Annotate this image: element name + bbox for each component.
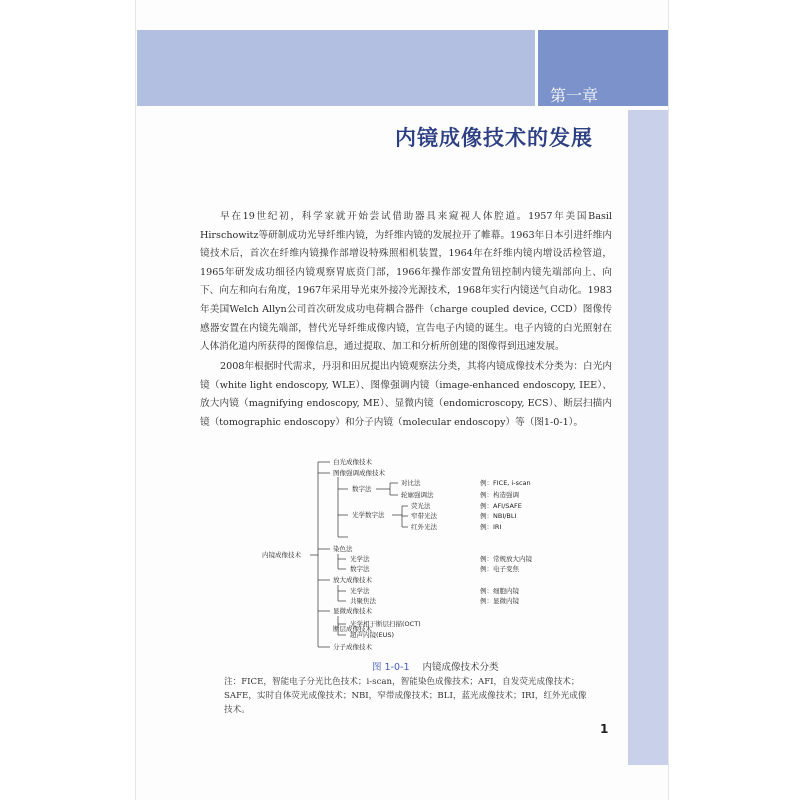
- tree-root: 内镜成像技术: [262, 551, 301, 559]
- node-white-light: 白光成像技术: [333, 458, 372, 466]
- node-optical-digital: 光学数字法: [352, 511, 385, 519]
- header-band: [137, 30, 535, 106]
- node-narrow-band: 窄带光法: [411, 512, 437, 520]
- node-magnifying: 放大成像技术: [333, 576, 372, 584]
- example-nbi: 例：NBI/BLI: [480, 512, 517, 520]
- node-tomographic: 断层成像技术: [333, 625, 372, 633]
- example-e-zoom: 例：电子变焦: [480, 565, 519, 573]
- node-micro-optical: 光学法: [350, 587, 370, 595]
- node-mag-digital: 数字法: [350, 565, 370, 573]
- node-oct: 光学相干断层扫描(OCT): [350, 620, 421, 628]
- body-paragraph-2: 2008年根据时代需求，丹羽和田尻提出内镜观察法分类，其将内镜成像技术分类为：白光内镜（white light endoscopy, WLE）、图像强调内镜（image-enhanced endoscopy, IEE）、放大内镜（magnifying endoscopy, ME）、显微内镜（endomicroscopy, ECS）、断层扫描内镜（tomographic endoscopy）和分子内镜（molecular endoscopy）等（图1-0-1）。: [200, 361, 612, 428]
- node-digital: 数字法: [352, 485, 372, 493]
- example-afi: 例：AFI/SAFE: [480, 502, 522, 510]
- node-micro-confocal: 共聚焦法: [350, 597, 376, 605]
- node-contrast: 对比法: [401, 479, 421, 487]
- node-molecular: 分子成像技术: [333, 643, 372, 651]
- node-eus: 超声内镜(EUS): [350, 631, 395, 639]
- node-infrared: 红外光法: [411, 523, 437, 531]
- classification-tree-diagram: [258, 455, 618, 655]
- body-paragraph-1: 早在19世纪初，科学家就开始尝试借助器具来窥视人体腔道。1957年美国Basil Hirschowitz等研制成功光导纤维内镜，为纤维内镜的发展拉开了帷幕。1963年日本引进纤维内镜技术后，首次在纤维内镜操作部增设特殊照相机装置，1964年在纤维内镜内增设活检管道，1965年研发成功细径内镜观察胃底贲门部，1966年操作部安置角钮控制内镜先端部向上、向下、向左和向右角度，1967年采用导光束外接冷光源技术，1968年实行内镜送气自动化。1983年美国Welch Allyn公司首次研发成功电荷耦合器件（charge coupled device, CCD）图像传感器安置在内镜先端部，替代光导纤维成像内镜，宣告电子内镜的诞生。电子内镜的白光照射在人体消化道内所获得的图像信息，通过提取、加工和分析所创建的图像得到迅速发展。: [200, 211, 612, 353]
- example-iri: 例：IRI: [480, 523, 502, 531]
- node-fluorescence: 荧光法: [411, 502, 431, 510]
- figure-note: 注：FICE，智能电子分光比色技术；i-scan，智能染色成像技术；AFI，自发荧光成像技术；SAFE，实时自体荧光成像技术；NBI，窄带成像技术；BLI，蓝光成像技术；IRI，红外光成像技术。: [224, 677, 587, 715]
- example-fice: 例：FICE, i-scan: [480, 479, 531, 487]
- example-endocytoscopy: 例：细胞内镜: [480, 587, 519, 595]
- example-standard-mag: 例：常规放大内镜: [480, 555, 532, 563]
- chapter-label: 第一章: [550, 86, 599, 105]
- node-micro: 显微成像技术: [333, 607, 372, 615]
- figure-number: 图 1-0-1: [372, 662, 410, 673]
- node-mag-optical: 光学法: [350, 555, 370, 563]
- node-staining: 染色法: [333, 545, 353, 553]
- node-iee: 图像强调成像技术: [333, 469, 385, 477]
- example-structure: 例：构造强调: [480, 491, 519, 499]
- figure-caption-text: 内镜成像技术分类: [422, 662, 499, 673]
- node-contour: 轮廓强调法: [401, 491, 434, 499]
- page-number: 1: [600, 722, 609, 736]
- side-decor-strip: [628, 110, 668, 765]
- page-title: 内镜成像技术的发展: [395, 126, 593, 150]
- figure-caption: [372, 659, 499, 673]
- example-micro-endoscopy: 例：显微内镜: [480, 597, 519, 605]
